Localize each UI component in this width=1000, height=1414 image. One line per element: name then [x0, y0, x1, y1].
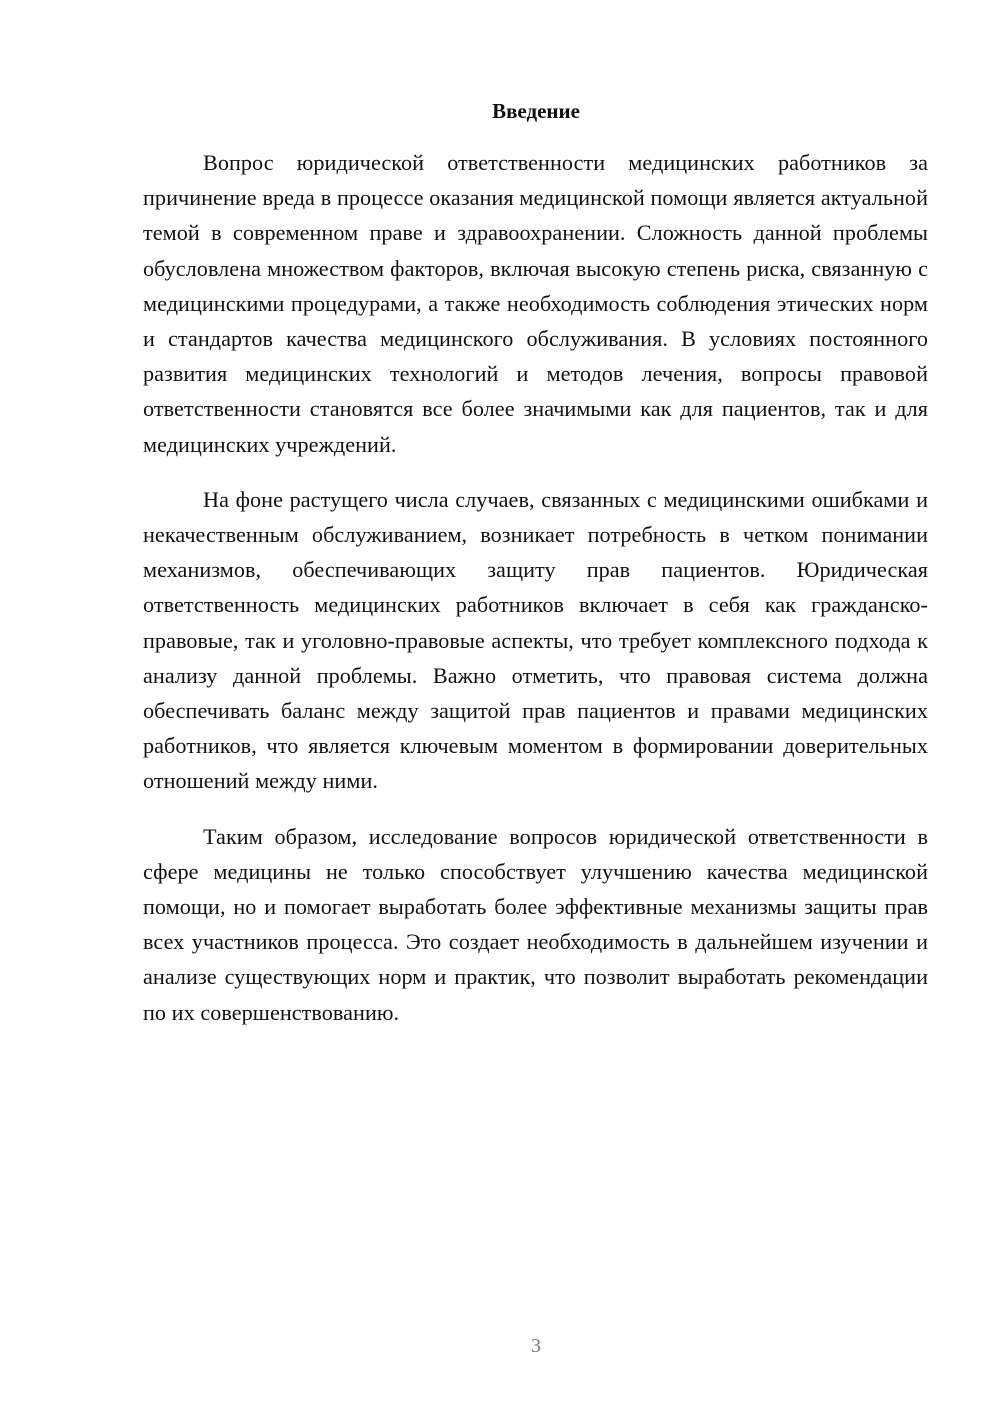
page-number: 3 [531, 1335, 541, 1357]
paragraph-1: Вопрос юридической ответственности медицинских работников за причинение вреда в процессе оказания медицинской помощи является актуальной темой в современном праве и здравоохранении. Сложность данной проблемы обусловлена множеством факторов, включая высокую степень риска, связанную с медицинскими процедурами, а также необходимость соблюдения этических норм и стандартов качества медицинского обслуживания. В условиях постоянного развития медицинских технологий и методов лечения, вопросы правовой ответственности становятся все более значимыми как для пациентов, так и для медицинских учреждений. [143, 150, 928, 457]
document-body [143, 145, 928, 1030]
paragraph-3: Таким образом, исследование вопросов юридической ответственности в сфере медицины не только способствует улучшению качества медицинской помощи, но и помогает выработать более эффективные механизмы защиты прав всех участников процесса. Это создает необходимость в дальнейшем изучении и анализе существующих норм и практик, что позволит выработать рекомендации по их совершенствованию. [143, 823, 928, 1025]
paragraph-2: На фоне растущего числа случаев, связанных с медицинскими ошибками и некачественным обслуживанием, возникает потребность в четком понимании механизмов, обеспечивающих защиту прав пациентов. Юридическая ответственность медицинских работников включает в себя как гражданско-правовые, так и уголовно-правовые аспекты, что требует комплексного подхода к анализу данной проблемы. Важно отметить, что правовая система должна обеспечивать баланс между защитой прав пациентов и правами медицинских работников, что является ключевым моментом в формировании доверительных отношений между ними. [143, 486, 928, 794]
section-title: Введение [492, 99, 580, 123]
